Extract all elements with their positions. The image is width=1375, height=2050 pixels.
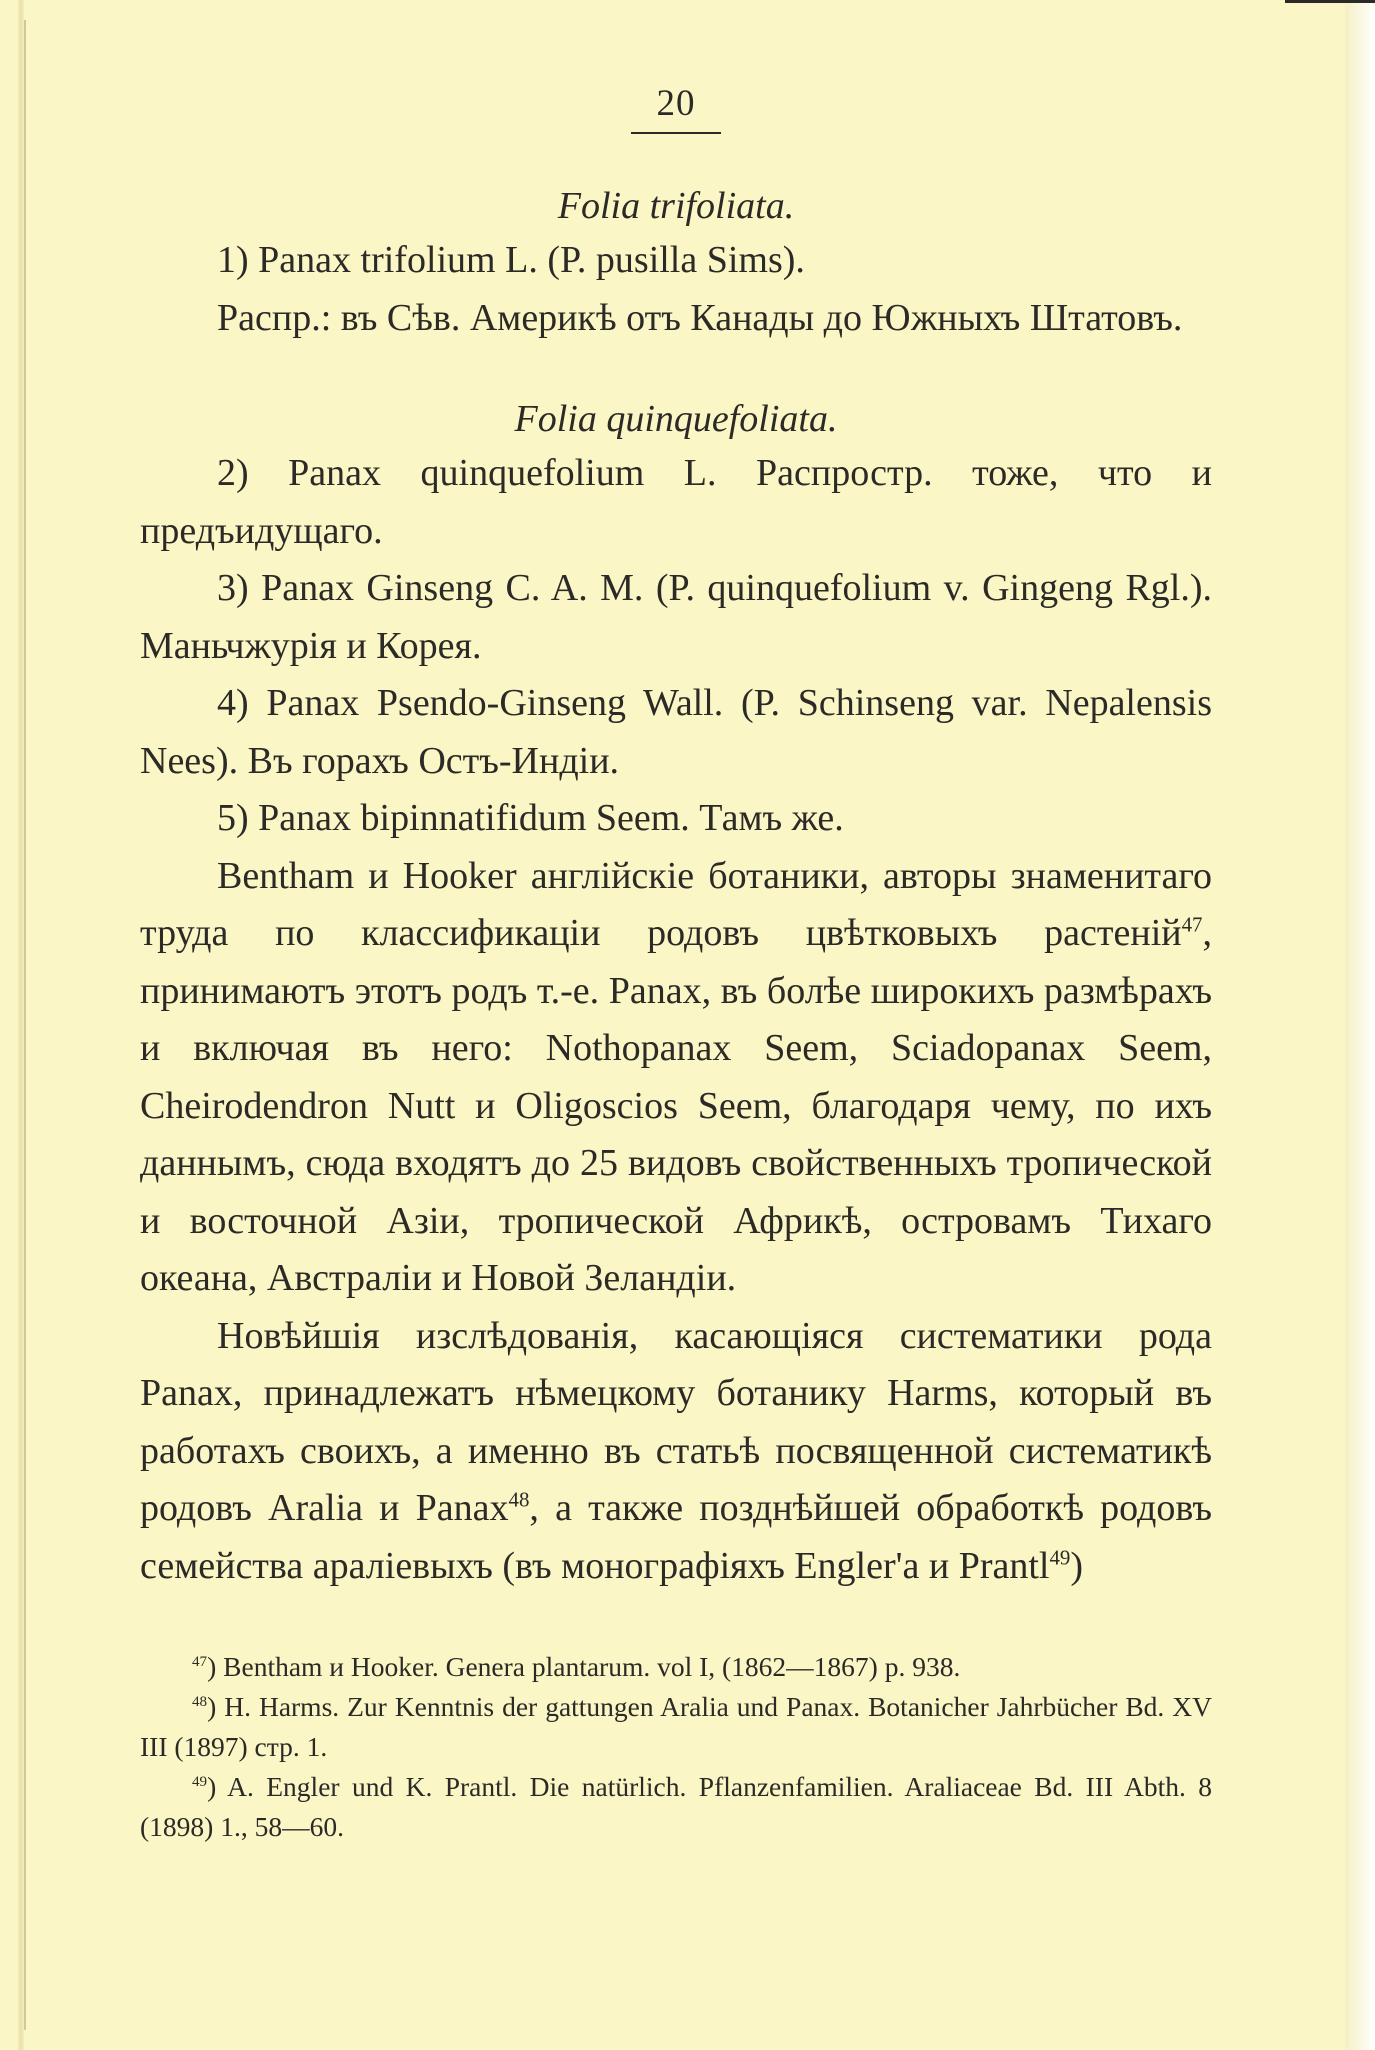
document-page [140, 80, 1212, 1847]
footnotes [140, 1647, 1212, 1847]
page-number: 20 [631, 80, 721, 134]
footnote-48 [140, 1687, 1212, 1767]
paragraph-panax-bipinnatifidum: 5) Panax bipinnatifidum Seem. Тамъ же. [217, 797, 844, 839]
paragraph-harms [140, 1308, 1212, 1596]
bentham-text-part-2: , принимаютъ этотъ родъ т.-е. Panax, въ болѣе широкихъ размѣрахъ и включая въ него: Nothopanax Seem, Sciadopanax Seem, Cheirodendron Nutt и Oligoscios Seem, благодаря чему, по ихъ даннымъ, сюда входятъ до 25 видовъ свойственныхъ тропической и восточной Азіи, тропической Африкѣ, островамъ Тихаго океана, Австраліи и Новой Зеландіи. [140, 912, 1212, 1299]
footnote-text-48: ) H. Harms. Zur Kenntnis der gattungen Aralia und Panax. Botanicher Jahrbücher Bd. XV III (1897) стр. 1. [140, 1691, 1212, 1762]
paragraph-bentham-hooker [140, 848, 1212, 1308]
footnote-ref-49: 49 [1049, 1544, 1071, 1569]
footnote-mark-47: 47 [192, 1653, 208, 1670]
harms-text-part-1: Новѣйшія изслѣдованія, касающіяся систематики рода Panax, принадлежатъ нѣмецкому ботанику Harms, который въ работахъ своихъ, а именно въ статьѣ посвященной систематикѣ родовъ Aralia и Panax [140, 1314, 1212, 1529]
paragraph-panax-ginseng: 3) Panax Ginseng C. A. M. (P. quinquefolium v. Gingeng Rgl.). Маньчжурія и Корея. [140, 567, 1212, 667]
page-binding-line [24, 20, 26, 2030]
page-right-edge [1345, 0, 1375, 2050]
section-heading-trifoliata: Folia trifoliata. [557, 185, 795, 227]
page-corner-mark [1285, 0, 1375, 3]
harms-text-part-3: ) [1070, 1544, 1084, 1587]
footnote-mark-49: 49 [192, 1773, 208, 1790]
paragraph-distribution-trifolium: Распр.: въ Сѣв. Америкѣ отъ Канады до Южныхъ Штатовъ. [217, 296, 1183, 339]
paragraph-panax-trifolium: 1) Panax trifolium L. (P. pusilla Sims). [217, 239, 805, 281]
bentham-text-part-1: Bentham и Hooker англійскіе ботаники, авторы знаменитаго труда по классификаціи родовъ цвѣтковыхъ растеній [140, 854, 1212, 954]
footnote-ref-47: 47 [1181, 912, 1203, 937]
footnote-text-47: ) Bentham и Hooker. Genera plantarum. vol I, (1862—1867) p. 938. [207, 1651, 961, 1682]
harms-text-part-2: , а также позднѣйшей обработкѣ родовъ семейства араліевыхъ (въ монографіяхъ Engler'a и Prantl [140, 1487, 1213, 1587]
section-heading-quinquefoliata: Folia quinquefoliata. [514, 398, 838, 440]
footnote-text-49: ) A. Engler und K. Prantl. Die natürlich. Pflanzenfamilien. Araliaceae Bd. III Abth. 8 (1898) 1., 58—60. [140, 1771, 1212, 1842]
footnote-ref-48: 48 [508, 1487, 530, 1512]
paragraph-panax-quinquefolium: 2) Panax quinquefolium L. Распростр. тоже, что и предъидущаго. [140, 452, 1212, 552]
footnote-47 [140, 1647, 1212, 1687]
footnote-mark-48: 48 [192, 1693, 208, 1710]
paragraph-panax-pseudo-ginseng: 4) Panax Psendo-Ginseng Wall. (P. Schinseng var. Nepalensis Nees). Въ горахъ Остъ-Индіи. [140, 682, 1212, 782]
footnote-49 [140, 1767, 1212, 1847]
